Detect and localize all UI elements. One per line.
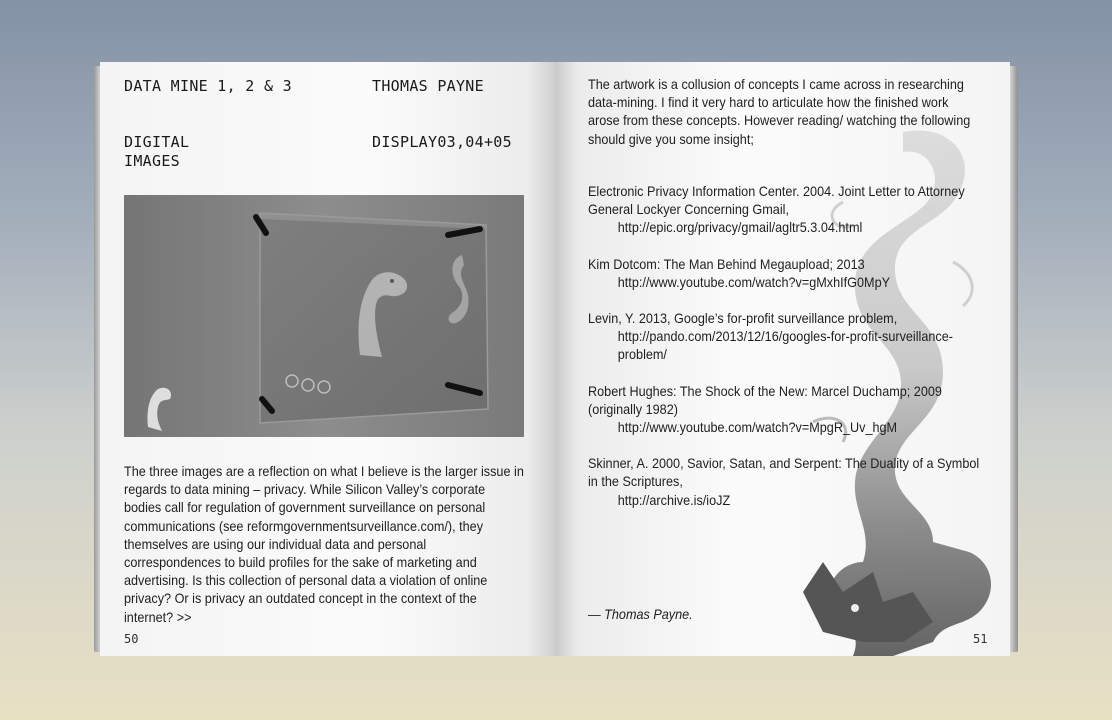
open-booklet bbox=[94, 62, 1018, 656]
display-numbers: DISPLAY03,04+05 bbox=[372, 133, 512, 151]
intro-paragraph: The artwork is a collusion of concepts I came across in researching data-mining. I find it very hard to articulate how the finished work arose from these concepts. However reading/ watching the following should give you some insight; bbox=[588, 77, 971, 147]
page-number-right: 51 bbox=[973, 632, 988, 646]
artist-name: THOMAS PAYNE bbox=[372, 77, 484, 95]
artwork-title: DATA MINE 1, 2 & 3 bbox=[124, 77, 292, 95]
reference-item bbox=[588, 383, 988, 438]
reference-text: Electronic Privacy Information Center. 2004. Joint Letter to Attorney General Lockyer Concerning Gmail, bbox=[588, 184, 965, 218]
artwork-medium bbox=[124, 133, 189, 171]
reference-item bbox=[588, 455, 988, 510]
reference-url[interactable]: http://pando.com/2013/12/16/googles-for-profit-surveillance-problem/ bbox=[617, 329, 953, 363]
reference-text: Skinner, A. 2000, Savior, Satan, and Serpent: The Duality of a Symbol in the Scriptures, bbox=[588, 456, 980, 490]
reference-item bbox=[588, 256, 988, 292]
reference-text: Levin, Y. 2013, Google’s for-profit surveillance problem, bbox=[588, 311, 898, 327]
page-number-left: 50 bbox=[124, 632, 139, 646]
reference-list bbox=[588, 183, 988, 528]
author-signature: — Thomas Payne. bbox=[588, 607, 693, 622]
reference-text: Robert Hughes: The Shock of the New: Marcel Duchamp; 2009 (originally 1982) bbox=[588, 383, 942, 417]
medium-line-1: DIGITAL bbox=[124, 133, 190, 151]
reference-url[interactable]: http://epic.org/privacy/gmail/agltr5.3.04.html bbox=[617, 220, 863, 236]
reference-url[interactable]: http://www.youtube.com/watch?v=MpgR_Uv_hgM bbox=[617, 420, 898, 436]
reference-item bbox=[588, 183, 988, 238]
left-page bbox=[100, 62, 555, 656]
medium-line-2: IMAGES bbox=[124, 152, 180, 170]
reference-url[interactable]: http://archive.is/ioJZ bbox=[617, 492, 731, 508]
reference-item bbox=[588, 310, 988, 365]
artwork-photo bbox=[124, 195, 524, 437]
reference-url[interactable]: http://www.youtube.com/watch?v=gMxhIfG0MpY bbox=[617, 274, 891, 290]
reference-text: Kim Dotcom: The Man Behind Megaupload; 2013 bbox=[588, 256, 865, 272]
right-page bbox=[555, 62, 1010, 656]
artwork-illustration bbox=[124, 195, 524, 437]
artwork-description: The three images are a reflection on what I believe is the larger issue in regards to data mining – privacy. While Silicon Valley’s corporate bodies call for regulation of government surveillance on personal communications (see reformgovernmentsurveillance.com/), they themselves are using our individual data and personal correspondences to build profiles for the sake of marketing and advertising. Is this collection of personal data a violation of online privacy? Or is privacy an outdated concept in the context of the internet? >> bbox=[124, 464, 524, 625]
